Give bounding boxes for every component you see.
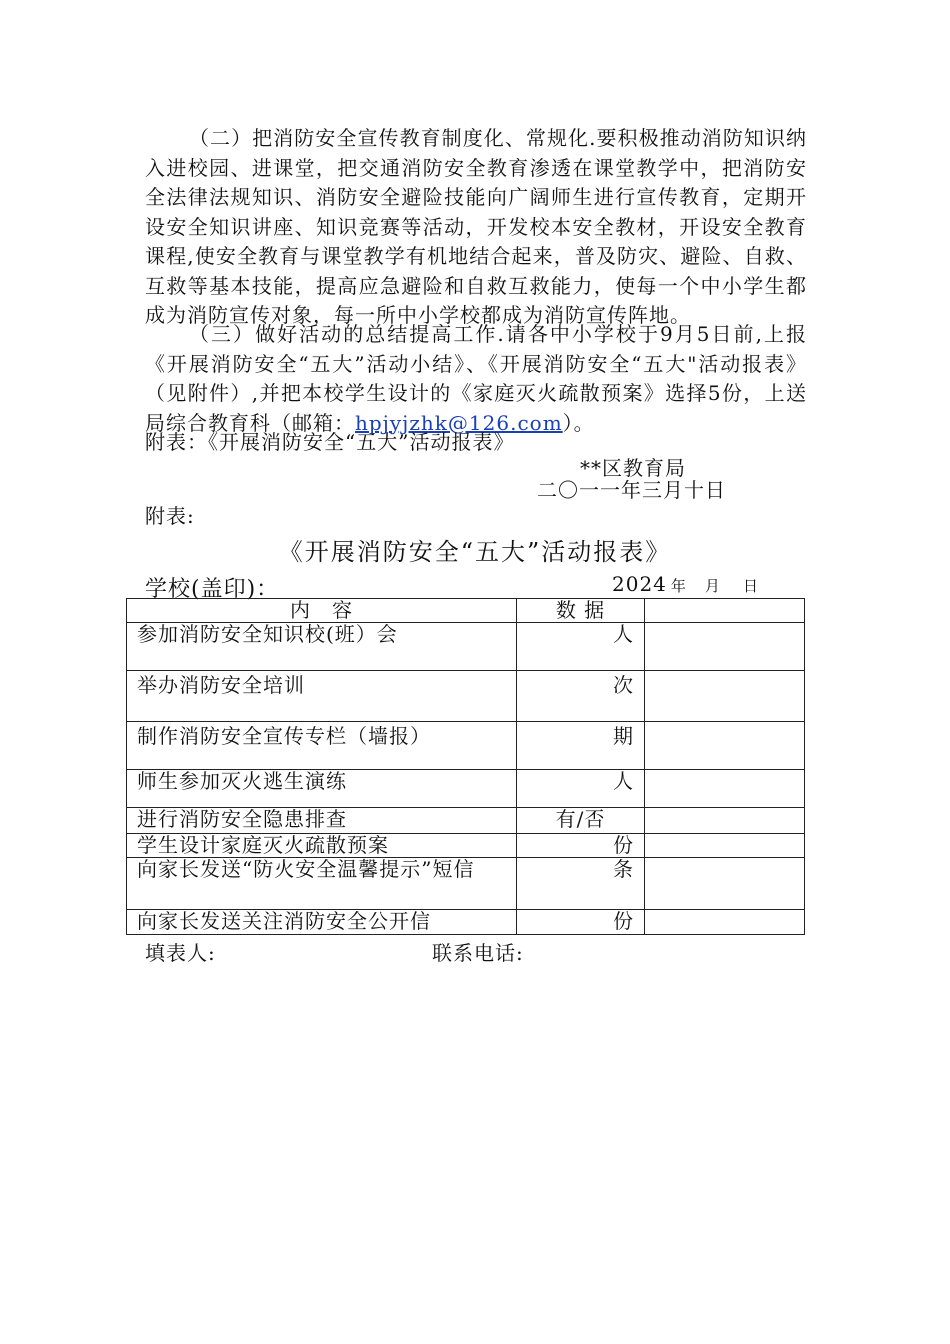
row-value-cell[interactable]: [645, 770, 805, 808]
row-item: 进行消防安全隐患排查: [127, 808, 517, 834]
paragraph-text-end: ）。: [562, 410, 595, 435]
table-row: [127, 910, 805, 935]
table-row: [127, 623, 805, 671]
table-row: [127, 722, 805, 770]
month-label: 月: [704, 577, 721, 595]
row-item: 师生参加灭火逃生演练: [127, 770, 517, 808]
header-content: 内 容: [127, 599, 517, 623]
paragraph-text: （三）做好活动的总结提高工作.请各中小学校于9月5日前,上报《开展消防安全“五大”活动小结》、《开展消防安全“五大"活动报表》（见附件）,并把本校学生设计的《家庭灭火疏散预案》选择5份，上送局综合教育科（邮箱：: [145, 322, 807, 435]
row-item: 举办消防安全培训: [127, 671, 517, 722]
table-header-row: [127, 599, 805, 623]
day-label: 日: [742, 577, 759, 595]
row-item: 学生设计家庭灭火疏散预案: [127, 834, 517, 858]
row-item: 参加消防安全知识校(班）会: [127, 623, 517, 671]
attachment-note: 附表：《开展消防安全“五大”活动报表》: [145, 430, 515, 454]
table-row: [127, 808, 805, 834]
row-unit: 次: [517, 671, 645, 722]
row-unit: 人: [517, 770, 645, 808]
row-value-cell[interactable]: [645, 910, 805, 935]
activity-report-table: [126, 598, 805, 935]
table-row: [127, 858, 805, 910]
row-unit: 份: [517, 910, 645, 935]
form-title: 《开展消防安全“五大”活动报表》: [278, 538, 672, 566]
table-row: [127, 770, 805, 808]
form-year: 2024: [612, 572, 667, 596]
phone-label: 联系电话:: [432, 941, 524, 965]
row-unit: 有/否: [517, 808, 645, 834]
header-data: 数 据: [517, 599, 645, 623]
row-item: 向家长发送关注消防安全公开信: [127, 910, 517, 935]
paragraph-summary-work: [145, 320, 807, 438]
header-blank: [645, 599, 805, 623]
row-value-cell[interactable]: [645, 858, 805, 910]
row-value-cell[interactable]: [645, 834, 805, 858]
row-value-cell[interactable]: [645, 623, 805, 671]
row-unit: 份: [517, 834, 645, 858]
paragraph-standardize-education: [145, 124, 807, 331]
school-stamp-label: 学校(盖印)：: [145, 577, 280, 602]
signature-organization: **区教育局: [580, 456, 686, 480]
year-suffix: 年: [670, 577, 687, 595]
row-unit: 期: [517, 722, 645, 770]
form-date: [612, 572, 759, 596]
email-link[interactable]: hpjyjzhk@126.com: [355, 410, 563, 435]
paragraph-text: （二）把消防安全宣传教育制度化、常规化.要积极推动消防知识纳入进校园、进课堂，把交通消防安全教育渗透在课堂教学中，把消防安全法律法规知识、消防安全避险技能向广阔师生进行宣传教育，定期开设安全知识讲座、知识竞赛等活动，开发校本安全教材，开设安全教育课程,使安全教育与课堂教学有机地结合起来，普及防灾、避险、自救、互救等基本技能，提高应急避险和自救互救能力，使每一个中小学生都成为消防宣传对象，每一所中小学校都成为消防宣传阵地。: [145, 126, 807, 327]
appendix-label: 附表:: [145, 504, 195, 528]
row-item: 制作消防安全宣传专栏（墙报）: [127, 722, 517, 770]
row-value-cell[interactable]: [645, 808, 805, 834]
signature-date: 二〇一一年三月十日: [537, 478, 726, 502]
row-unit: 人: [517, 623, 645, 671]
table-row: [127, 834, 805, 858]
filler-label: 填表人:: [145, 941, 216, 965]
row-unit: 条: [517, 858, 645, 910]
table-row: [127, 671, 805, 722]
row-item: 向家长发送“防火安全温馨提示”短信: [127, 858, 517, 910]
row-value-cell[interactable]: [645, 722, 805, 770]
row-value-cell[interactable]: [645, 671, 805, 722]
